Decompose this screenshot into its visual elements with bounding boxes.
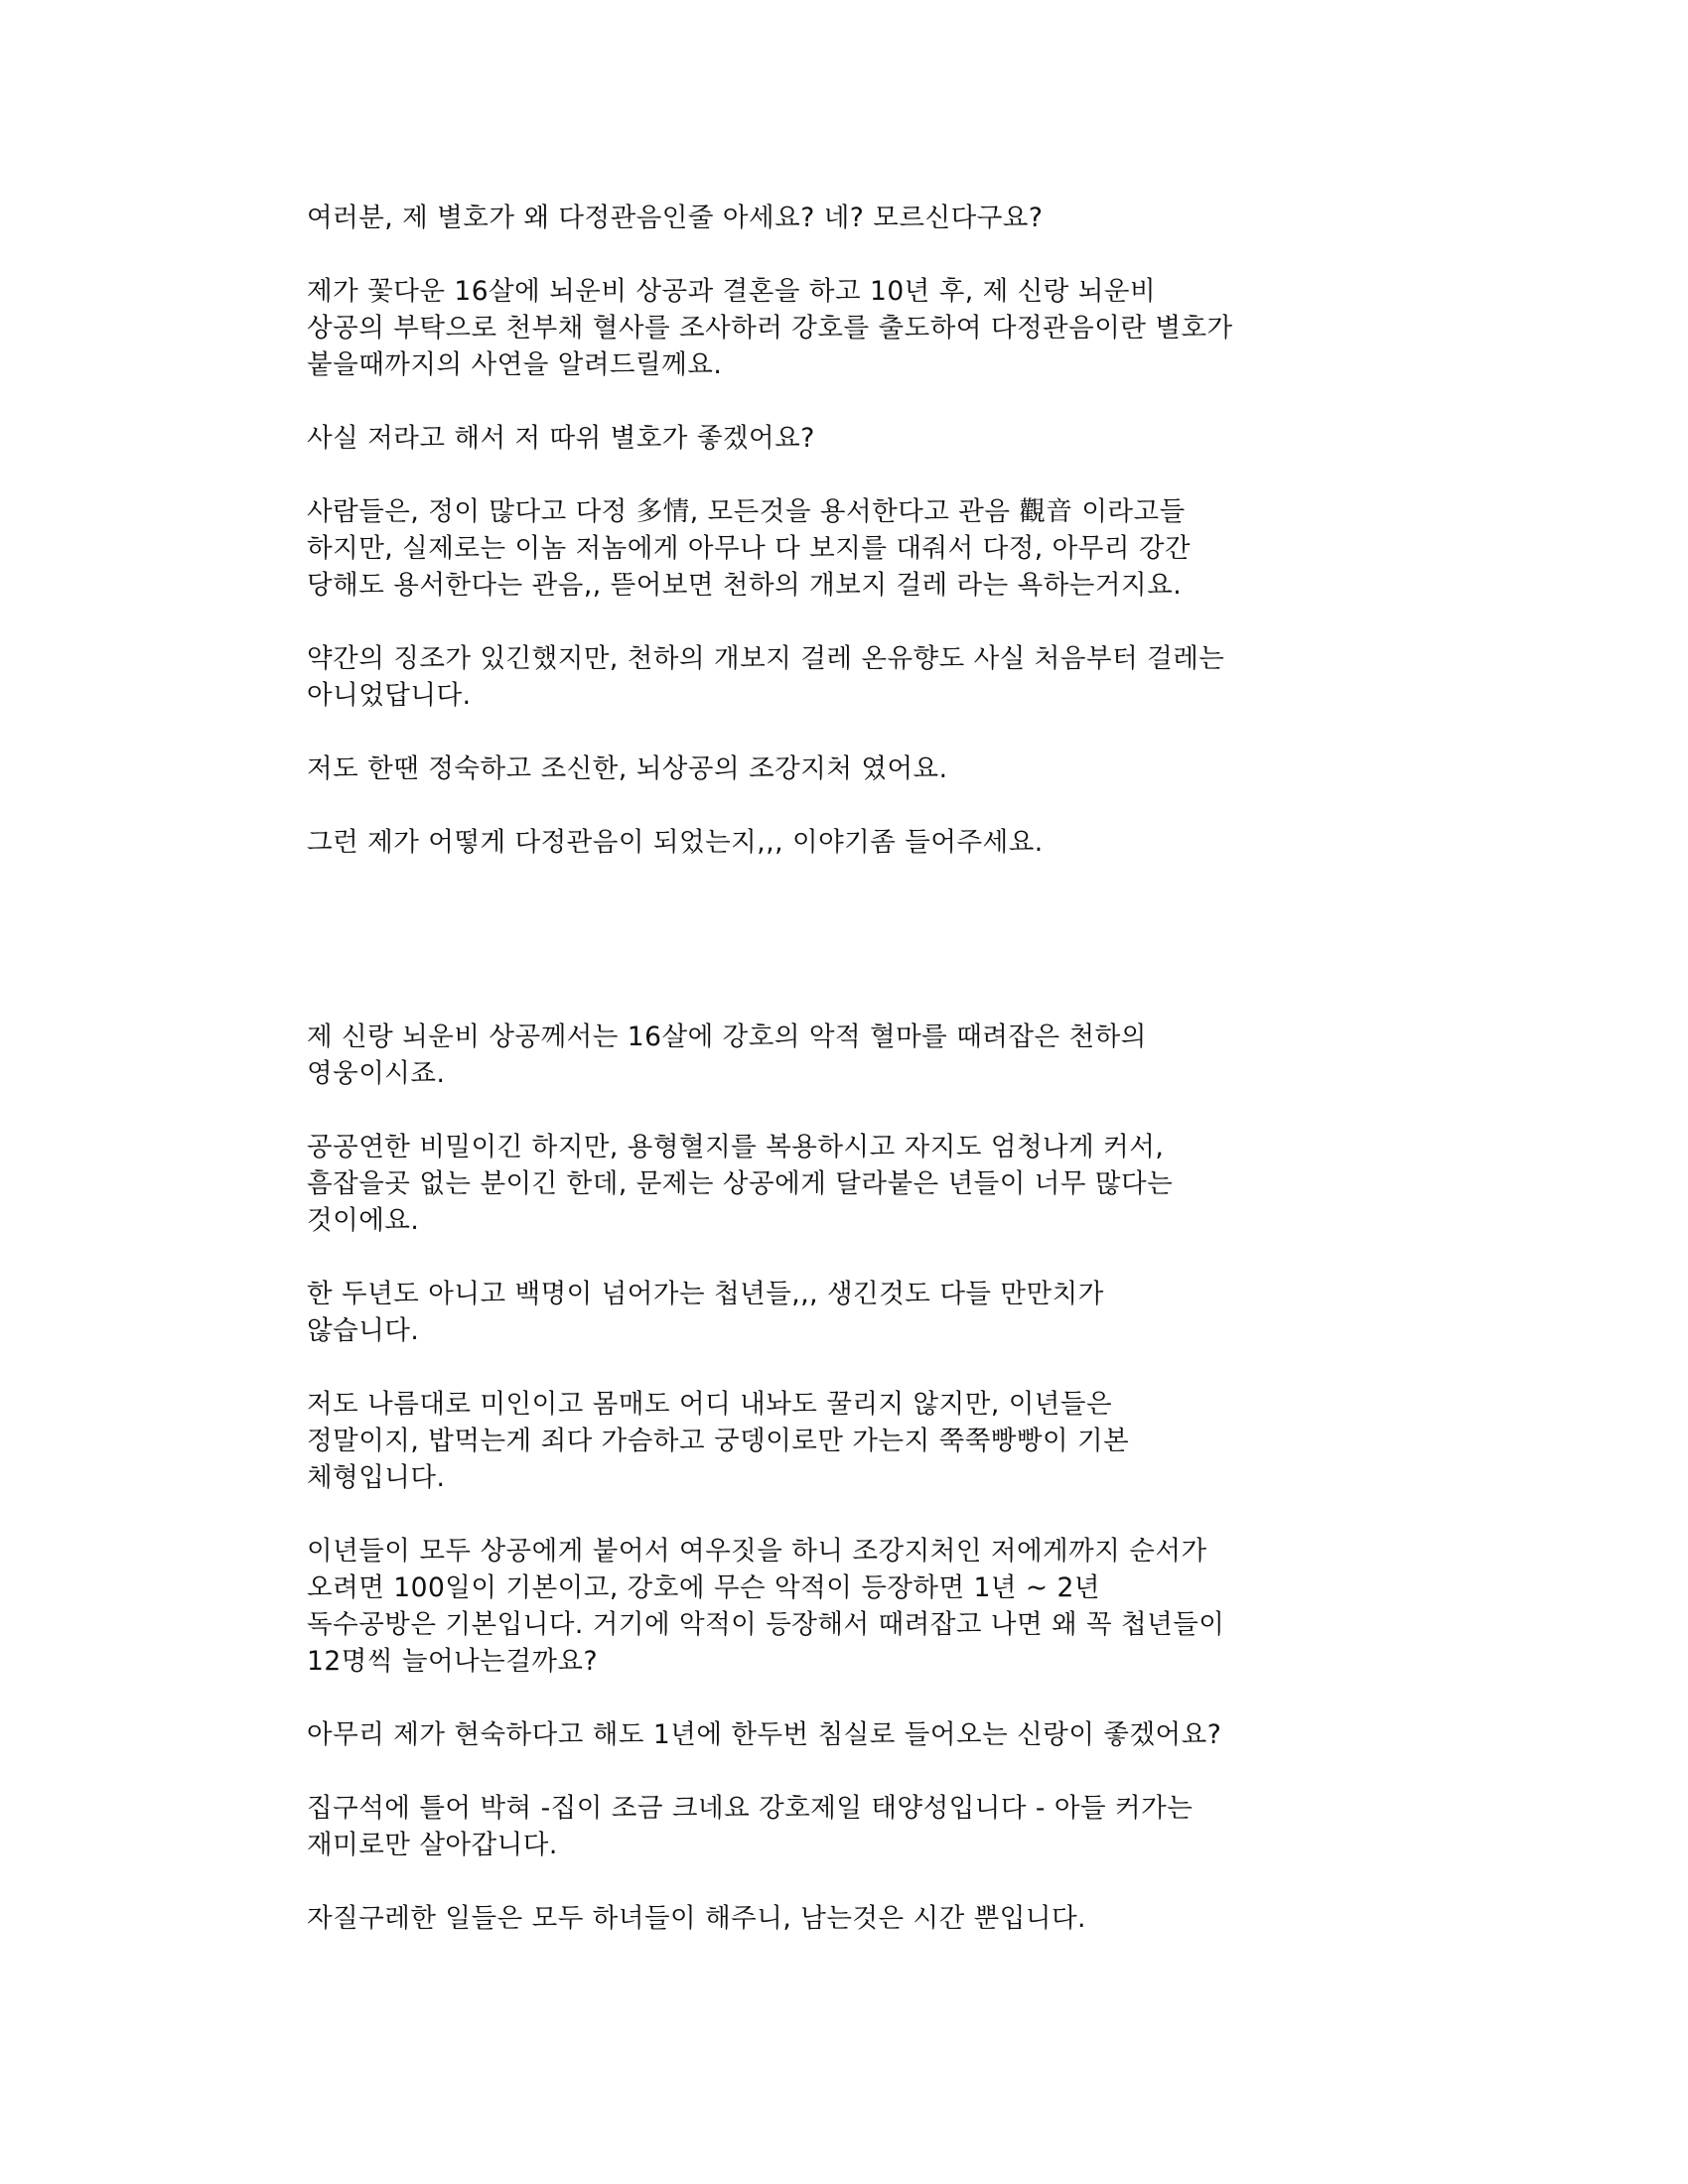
- paragraph: 집구석에 틀어 박혀 -집이 조금 크네요 강호제일 태양성입니다 - 아들 커가는 재미로만 살아갑니다.: [307, 1793, 1194, 1860]
- paragraph: 한 두년도 아니고 백명이 넘어가는 첩년들,,, 생긴것도 다들 만만치가 않습니다.: [307, 1279, 1104, 1346]
- paragraph: 저도 나름대로 미인이고 몸매도 어디 내놔도 꿀리지 않지만, 이년들은 정말이지, 밥먹는게 죄다 가슴하고 궁뎅이로만 가는지 쭉쭉빵빵이 기본 체형입니다.: [307, 1389, 1130, 1493]
- text-section-1: [307, 200, 1389, 861]
- paragraph: 사실 저라고 해서 저 따위 별호가 좋겠어요?: [307, 423, 815, 454]
- paragraph: 여러분, 제 별호가 왜 다정관음인줄 아세요? 네? 모르신다구요?: [307, 203, 1044, 233]
- paragraph: 아무리 제가 현숙하다고 해도 1년에 한두번 침실로 들어오는 신랑이 좋겠어요?: [307, 1719, 1222, 1750]
- paragraph: 공공연한 비밀이긴 하지만, 용형혈지를 복용하시고 자지도 엄청나게 커서, 흠잡을곳 없는 분이긴 한데, 문제는 상공에게 달라붙은 년들이 너무 많다는 것이에요.: [307, 1132, 1174, 1236]
- paragraph: 그런 제가 어떻게 다정관음이 되었는지,,, 이야기좀 들어주세요.: [307, 827, 1044, 858]
- paragraph: 제가 꽃다운 16살에 뇌운비 상공과 결혼을 하고 10년 후, 제 신랑 뇌운비 상공의 부탁으로 천부채 혈사를 조사하러 강호를 출도하여 다정관음이란 별호가 붙을때까지의 사연을 알려드릴께요.: [307, 276, 1233, 380]
- paragraph: 저도 한땐 정숙하고 조신한, 뇌상공의 조강지처 였어요.: [307, 753, 948, 784]
- paragraph: 사람들은, 정이 많다고 다정 多情, 모든것을 용서한다고 관음 觀音 이라고들 하지만, 실제로는 이놈 저놈에게 아무나 다 보지를 대줘서 다정, 아무리 강간 당해도 용서한다는 관음,, 뜯어보면 천하의 개보지 걸레 라는 욕하는거지요.: [307, 496, 1192, 601]
- text-section-2: [307, 1019, 1389, 1937]
- paragraph: 이년들이 모두 상공에게 붙어서 여우짓을 하니 조강지처인 저에게까지 순서가 오려면 100일이 기본이고, 강호에 무슨 악적이 등장하면 1년 ~ 2년 독수공방은 기본입니다. 거기에 악적이 등장해서 때려잡고 나면 왜 꼭 첩년들이 12명씩 늘어나는걸까요?: [307, 1536, 1225, 1677]
- paragraph: 약간의 징조가 있긴했지만, 천하의 개보지 걸레 온유향도 사실 처음부터 걸레는 아니었답니다.: [307, 643, 1225, 711]
- paragraph: 자질구레한 일들은 모두 하녀들이 해주니, 남는것은 시간 뿐입니다.: [307, 1903, 1086, 1934]
- paragraph: 제 신랑 뇌운비 상공께서는 16살에 강호의 악적 혈마를 때려잡은 천하의 영웅이시죠.: [307, 1022, 1147, 1089]
